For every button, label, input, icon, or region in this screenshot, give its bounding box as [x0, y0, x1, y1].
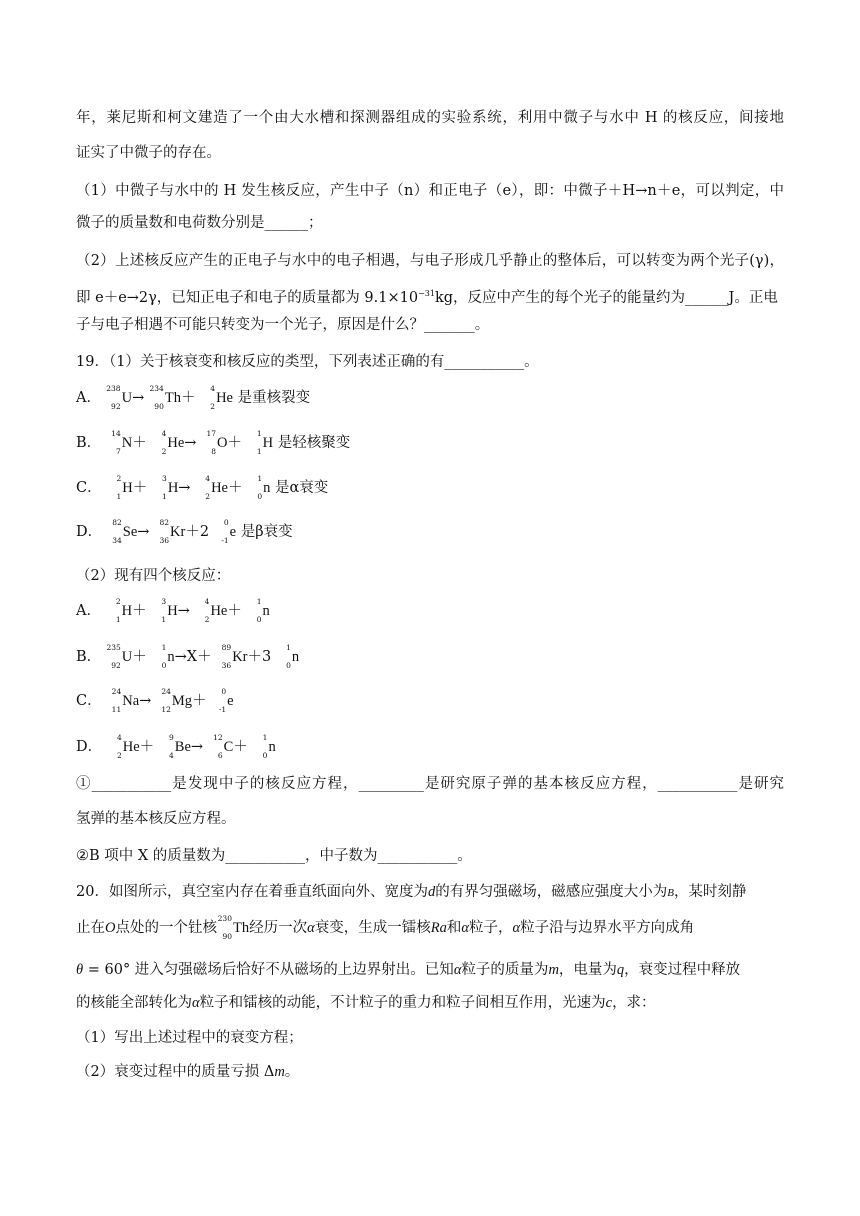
exponent: −31 — [418, 289, 435, 298]
nuclide-c12 — [208, 733, 234, 760]
option-label: C． — [76, 480, 102, 496]
atomic-number: 12 — [161, 705, 171, 714]
mass-number: 4 — [204, 597, 210, 606]
element-symbol: U — [121, 649, 133, 665]
element-symbol: Se — [122, 524, 138, 540]
atomic-number: 36 — [159, 536, 170, 545]
text-segment: ＋ — [227, 435, 243, 451]
nuclide-mg24 — [156, 687, 193, 714]
text-segment: → — [132, 390, 145, 406]
atomic-number: 90 — [222, 932, 232, 941]
q18-part2-line-2 — [76, 284, 784, 308]
q19-option-a1 — [76, 384, 784, 411]
element-symbol: Kr — [232, 649, 248, 665]
mass-number: 9 — [169, 733, 174, 742]
q19-option-d2 — [76, 733, 784, 760]
element-symbol: Kr — [170, 524, 186, 540]
text-segment: （2）衰变过程中的质量亏损 Δ — [76, 1064, 275, 1080]
atomic-number: 92 — [111, 661, 121, 670]
math-symbol: q — [616, 962, 625, 978]
mass-number: 2 — [116, 474, 122, 483]
q19-option-c2 — [76, 687, 784, 714]
nuclide-electron — [214, 518, 237, 545]
nuclide-n1 — [252, 733, 276, 760]
nuclide-h3 — [151, 597, 178, 624]
nuclide-h1 — [247, 429, 274, 456]
text-segment: → — [177, 603, 190, 619]
nuclide-na24 — [106, 687, 140, 714]
q18-part1-line-2: 微子的质量数和电荷数分别是______； — [76, 215, 323, 231]
text-segment: 粒子沿与边界水平方向成角 — [520, 920, 695, 936]
atomic-number: 90 — [154, 402, 164, 411]
nuclide-n1 — [247, 474, 271, 501]
mass-number: 1 — [256, 597, 262, 606]
text-segment: ＋ — [132, 603, 147, 619]
math-symbol: α — [461, 920, 469, 936]
text-segment: 3 — [262, 649, 272, 665]
math-symbol: θ — [76, 962, 84, 978]
text-segment: ，某时刻静 — [673, 884, 747, 900]
q20-part1: （1）写出上述过程中的衰变方程； — [76, 1030, 303, 1046]
mass-number: 1 — [256, 429, 262, 438]
nuclide-h3 — [152, 474, 179, 501]
element-symbol: H — [167, 480, 179, 496]
nuclide-be9 — [159, 733, 191, 760]
q19-option-b1 — [76, 429, 784, 456]
math-symbol: c — [605, 995, 613, 1011]
element-symbol: N — [121, 435, 133, 451]
atomic-number: 6 — [217, 751, 223, 760]
text-segment: ＋ — [233, 739, 248, 755]
atomic-number: -1 — [218, 705, 227, 714]
math-symbol: B — [667, 887, 674, 899]
text-segment: 止在 — [76, 920, 105, 936]
atomic-number: 11 — [111, 705, 122, 714]
atomic-number: 92 — [111, 402, 121, 411]
text-segment: ＋ — [132, 649, 147, 665]
q19-option-b2 — [76, 643, 784, 670]
nuclide-o17 — [201, 429, 228, 456]
math-symbol: α — [307, 920, 315, 936]
text-segment: ＋ — [132, 435, 147, 451]
math-symbol: α — [453, 962, 462, 978]
nuclide-u235 — [106, 643, 133, 670]
element-symbol: n — [291, 649, 300, 665]
mass-number: 238 — [106, 384, 121, 393]
mass-number: 4 — [205, 474, 211, 483]
mass-number: 235 — [106, 643, 121, 652]
option-tail: 是重核裂变 — [237, 390, 311, 406]
q19-fill1-line-2: 氢弹的基本核反应方程。 — [76, 811, 236, 827]
nuclide-th230 — [217, 914, 250, 941]
atomic-number: 0 — [257, 492, 263, 501]
atomic-number: 2 — [116, 751, 122, 760]
text-segment: 粒子和镭核的动能，不计粒子的重力和粒子间相互作用，光速为 — [199, 995, 606, 1011]
mass-number: 0 — [221, 687, 227, 696]
text-segment: 的有界匀强磁场，磁感应强度大小为 — [435, 884, 668, 900]
element-symbol: Th — [232, 920, 250, 936]
nuclide-kr82 — [154, 518, 186, 545]
element-symbol: Th — [164, 390, 181, 406]
element-symbol: O — [217, 435, 228, 451]
mass-number: 234 — [149, 384, 164, 393]
element-symbol: n — [167, 649, 175, 665]
text-segment: 进入匀强磁场后恰好不从磁场的上边界射出。已知 — [130, 962, 454, 978]
mass-number: 4 — [116, 733, 122, 742]
text-segment: ＋ — [180, 390, 196, 406]
option-label: A． — [76, 390, 101, 406]
text-segment: 点处的一个钍核 — [115, 920, 217, 936]
nuclide-electron — [211, 687, 234, 714]
nuclide-n1 — [276, 643, 300, 670]
element-symbol: Be — [174, 739, 191, 755]
option-label: D． — [76, 739, 103, 755]
option-label: C． — [76, 693, 102, 709]
atomic-number: 1 — [116, 492, 122, 501]
element-symbol: He — [216, 390, 233, 406]
text-segment: ，电量为 — [558, 962, 617, 978]
q19-part2-heading: （2）现有四个核反应： — [76, 568, 231, 584]
atomic-number: 7 — [115, 447, 121, 456]
atomic-number: 0 — [286, 661, 291, 670]
nuclide-he4 — [151, 429, 185, 456]
text-segment: 的核能全部转化为 — [76, 995, 192, 1011]
mass-number: 4 — [210, 384, 216, 393]
math-symbol: α — [192, 995, 200, 1011]
mass-number: 3 — [162, 474, 167, 483]
element-symbol: n — [262, 603, 270, 619]
mass-number: 82 — [112, 518, 122, 527]
nuclide-n1 — [246, 597, 270, 624]
nuclide-se82 — [107, 518, 138, 545]
atomic-number: -1 — [221, 536, 229, 545]
text-segment: 。 — [284, 1064, 300, 1080]
element-symbol: e — [227, 693, 234, 709]
text-segment: ＋ — [185, 524, 200, 540]
text-segment: ＋ — [227, 603, 242, 619]
atomic-number: 34 — [112, 536, 122, 545]
text-segment: → — [190, 739, 204, 755]
atomic-number: 2 — [204, 615, 210, 624]
mass-number: 12 — [213, 733, 223, 742]
nuclide-th234 — [149, 384, 181, 411]
text-segment: ，衰变过程中释放 — [624, 962, 741, 978]
element-symbol: He — [211, 480, 228, 496]
nuclide-h2 — [106, 597, 133, 624]
q19-stem: 19．（1）关于核衰变和核反应的类型，下列表述正确的有___________。 — [76, 354, 539, 370]
atomic-number: 0 — [161, 661, 167, 670]
element-symbol: Na — [122, 693, 140, 709]
math-symbol: α — [512, 920, 521, 936]
text-segment: →X＋ — [174, 649, 212, 665]
text-segment: ＋ — [132, 480, 148, 496]
element-symbol: e — [229, 524, 237, 540]
text-segment: = 60° — [83, 962, 131, 978]
option-tail: 是轻核聚变 — [277, 435, 351, 451]
text-segment: ＋ — [227, 480, 243, 496]
mass-number: 0 — [223, 518, 229, 527]
q19-option-c1 — [76, 474, 784, 501]
text-segment: 衰变，生成一镭核 — [314, 920, 431, 936]
math-symbol: m — [274, 1064, 285, 1080]
mass-number: 4 — [161, 429, 167, 438]
element-symbol: n — [263, 480, 271, 496]
atomic-number: 2 — [210, 402, 216, 411]
element-symbol: He — [210, 603, 228, 619]
text-segment: → — [184, 435, 197, 451]
atomic-number: 2 — [205, 492, 211, 501]
text-segment: ＋ — [192, 693, 207, 709]
text-segment: 2 — [199, 524, 210, 540]
q18-part2-line-3: 子与电子相遇不可能只转变为一个光子，原因是什么？_______。 — [76, 317, 490, 333]
nuclide-he4 — [200, 384, 233, 411]
element-symbol: H — [121, 603, 133, 619]
text-segment: 经历一次 — [249, 920, 308, 936]
q18-part1-line-1: （1）中微子与水中的 H 发生核反应，产生中子（n）和正电子（e），即：中微子＋H→n＋e，可以判定，中 — [76, 183, 784, 199]
option-label: B． — [76, 435, 102, 451]
nuclide-kr89 — [216, 643, 248, 670]
element-symbol: n — [268, 739, 276, 755]
q20-line-3 — [76, 960, 784, 980]
text-segment: → — [137, 524, 150, 540]
element-symbol: He — [167, 435, 185, 451]
nuclide-h2 — [106, 474, 133, 501]
nuclide-u238 — [106, 384, 133, 411]
text: 即 e＋e→2γ，已知正电子和电子的质量都为 9.1×10 — [76, 289, 419, 306]
atomic-number: 4 — [169, 751, 174, 760]
q19-fill1-line-1: ①___________是发现中子的核反应方程，_________是研究原子弹的基本核反应方程，___________是研究 — [76, 776, 784, 792]
element-symbol: H — [262, 435, 274, 451]
mass-number: 89 — [221, 643, 232, 652]
text: kg，反应中产生的每个光子的能量约为______J。正电 — [434, 289, 778, 306]
q19-fill2: ②B 项中 X 的质量数为___________，中子数为___________。 — [76, 848, 472, 864]
q18-part2-line-1: （2）上述核反应产生的正电子与水中的电子相遇，与电子形成几乎静止的整体后，可以转变为两个光子(γ)， — [76, 253, 784, 269]
math-symbol: Ra — [430, 920, 447, 936]
text-segment: ＋ — [247, 649, 263, 665]
text-segment: → — [178, 480, 191, 496]
element-symbol: H — [167, 603, 178, 619]
mass-number: 24 — [161, 687, 171, 696]
element-symbol: U — [121, 390, 133, 406]
text-segment: 粒子， — [468, 920, 513, 936]
atomic-number: 1 — [162, 492, 167, 501]
q20-line-1 — [76, 882, 784, 903]
math-symbol: O — [105, 920, 116, 936]
text-segment: ＋ — [139, 739, 155, 755]
atomic-number: 2 — [161, 447, 167, 456]
option-label: A． — [76, 603, 101, 619]
mass-number: 14 — [111, 429, 121, 438]
text-segment: ，求： — [612, 995, 656, 1011]
atomic-number: 1 — [256, 447, 262, 456]
q19-option-d1 — [76, 518, 784, 545]
nuclide-he4 — [194, 597, 228, 624]
intro-line-2: 证实了中微子的存在。 — [76, 145, 221, 161]
math-symbol: d — [427, 884, 436, 900]
option-label: B． — [76, 649, 102, 665]
option-tail: 是α衰变 — [274, 480, 329, 496]
mass-number: 230 — [217, 914, 232, 923]
nuclide-n14 — [106, 429, 133, 456]
q19-option-a2 — [76, 597, 784, 624]
q20-part2 — [76, 1062, 784, 1082]
mass-number: 82 — [159, 518, 170, 527]
nuclide-he4 — [195, 474, 228, 501]
mass-number: 17 — [206, 429, 217, 438]
atomic-number: 0 — [256, 615, 262, 624]
mass-number: 24 — [111, 687, 122, 696]
atomic-number: 1 — [115, 615, 121, 624]
text-segment: 和 — [446, 920, 462, 936]
mass-number: 3 — [161, 597, 167, 606]
text-segment: → — [139, 693, 152, 709]
q20-line-4 — [76, 993, 784, 1013]
q20-line-2 — [76, 914, 784, 941]
nuclide-n1 — [151, 643, 175, 670]
element-symbol: H — [122, 480, 133, 496]
atomic-number: 8 — [211, 447, 217, 456]
mass-number: 1 — [257, 474, 263, 483]
text-segment: 粒子的质量为 — [461, 962, 549, 978]
element-symbol: Mg — [171, 693, 193, 709]
element-symbol: He — [122, 739, 140, 755]
mass-number: 2 — [115, 597, 121, 606]
mass-number: 1 — [161, 643, 167, 652]
option-tail: 是β衰变 — [240, 524, 293, 540]
text-segment: 20．如图所示，真空室内存在着垂直纸面向外、宽度为 — [76, 884, 428, 900]
atomic-number: 0 — [262, 751, 268, 760]
math-symbol: m — [548, 962, 559, 978]
atomic-number: 1 — [161, 615, 167, 624]
mass-number: 1 — [262, 733, 268, 742]
nuclide-he4 — [107, 733, 140, 760]
intro-line-1: 年，莱尼斯和柯文建造了一个由大水槽和探测器组成的实验系统，利用中微子与水中 H 的核反应，间接地 — [76, 110, 784, 126]
option-label: D． — [76, 524, 103, 540]
mass-number: 1 — [286, 643, 291, 652]
element-symbol: C — [223, 739, 234, 755]
atomic-number: 36 — [221, 661, 232, 670]
